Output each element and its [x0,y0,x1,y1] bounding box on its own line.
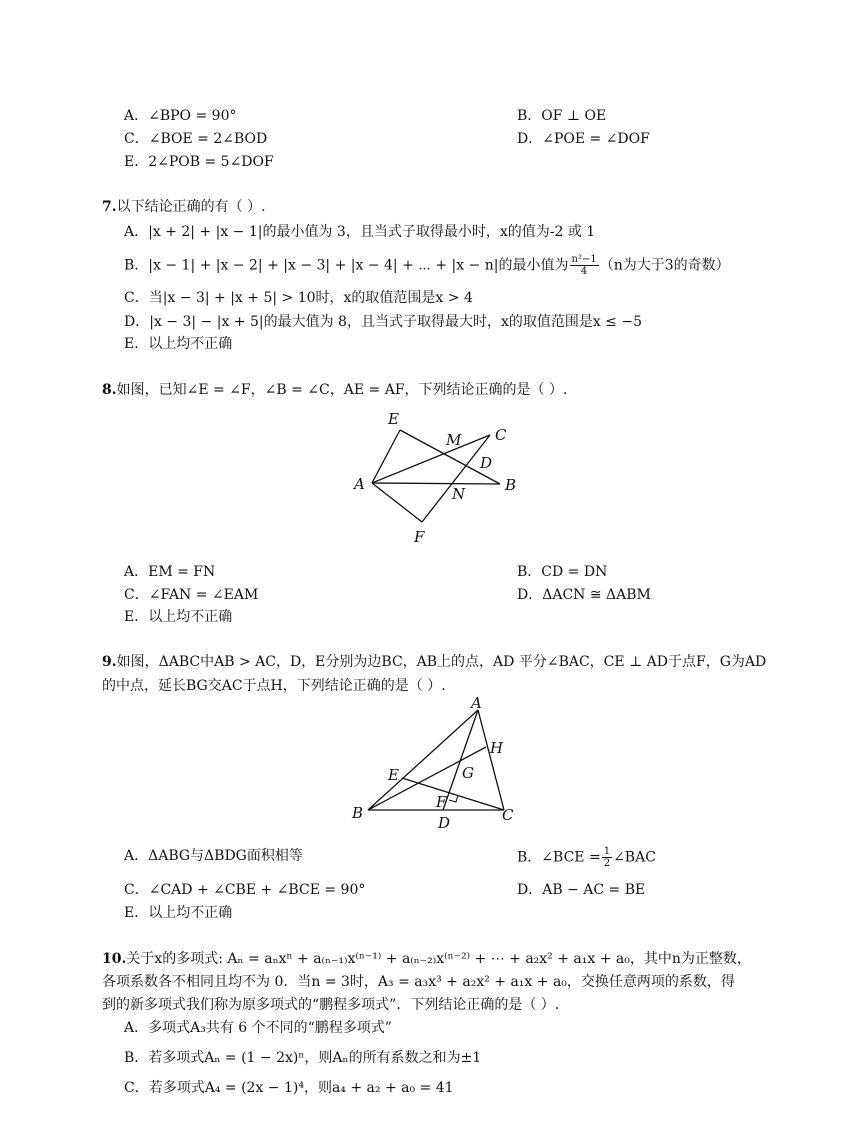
q9-label-e: E [388,766,399,784]
q9-option-b-fraction [602,846,612,869]
q9-stem-text-1: 如图，ΔABC中AB > AC，D，E分别为边BC，AB上的点，AD 平分∠BAC，CE ⊥ AD于点F，G为AD [116,654,767,670]
q8-stem [102,380,567,400]
q10-number: 10. [102,951,127,967]
q9-option-d: D．AB − AC = BE [517,882,646,898]
q10-option-a: A．多项式A₃共有 6 个不同的“鹏程多项式” [124,1020,392,1036]
q9-label-a: A [471,694,482,712]
q8-label-d: D [480,454,493,472]
q7-stem-text: 以下结论正确的有（ ）. [116,199,266,215]
q9-option-b-angle: ∠BAC [613,849,656,866]
segment-ab [372,483,500,484]
q7-option-b-note: （n为大于3的奇数） [599,257,730,274]
q8-option-b: B．CD = DN [517,564,608,580]
q8-number: 8. [102,382,117,398]
segment-ac [372,435,493,483]
fraction-denominator: 4 [580,266,588,277]
q8-option-c: C．∠FAN = ∠EAM [124,587,259,603]
q7-option-c: C．当|x − 3| + |x + 5| > 10时，x的取值范围是x > 4 [124,290,473,306]
q8-label-n: N [452,485,466,503]
q7-stem [102,197,266,217]
q8-option-a: A．EM = FN [124,564,216,580]
q6-option-e: E．2∠POB = 5∠DOF [124,154,274,170]
q8-label-c: C [495,426,507,444]
segment-ae [372,430,400,483]
q8-label-f: F [414,528,425,546]
q8-label-b: B [505,476,517,494]
q7-number: 7. [102,199,117,215]
segment-ac [478,710,504,810]
q6-option-b: B．OF ⊥ OE [517,108,607,124]
q8-label-a: A [354,475,365,493]
fraction-denominator: 2 [603,858,611,869]
q10-stem-text-1: 关于x的多项式: Aₙ = aₙxⁿ + a₍ₙ₋₁₎x⁽ⁿ⁻¹⁾ + a₍ₙ₋₂₎x⁽ⁿ⁻²⁾ + ⋯ + a₂x² + a₁x + a₀，其中n为正整数， [126,951,751,967]
q8-label-e: E [388,410,399,428]
q9-option-b [517,846,656,869]
q9-label-c: C [502,806,514,824]
q7-option-b-fraction [570,254,599,277]
q10-option-b: B．若多项式Aₙ = (1 − 2x)ⁿ，则Aₙ的所有系数之和为±1 [124,1050,482,1066]
q9-option-a: A．ΔABG与ΔBDG面积相等 [124,848,303,864]
q10-stem-line2: 各项系数各不相同且均不为 0．当n = 3时，A₃ = a₃x³ + a₂x² + a₁x + a₀，交换任意两项的系数，得 [102,974,735,990]
q9-option-b-text: B．∠BCE = [517,849,601,866]
q10-stem-line3: 到的新多项式我们称为原多项式的“鹏程多项式”．下列结论正确的是（ ）. [102,997,560,1013]
q8-stem-text: 如图，已知∠E = ∠F，∠B = ∠C，AE = AF，下列结论正确的是（ ）. [116,382,568,398]
right-angle-mark [449,795,458,802]
q8-figure [340,400,540,550]
q9-option-c: C．∠CAD + ∠CBE + ∠BCE = 90° [124,882,366,898]
q7-option-b-text: B．|x − 1| + |x − 2| + |x − 3| + |x − 4| + ⋯ + |x − n|的最小值为 [124,257,569,274]
q8-option-d: D．ΔACN ≅ ΔABM [517,587,651,603]
fraction-numerator: n²−1 [571,254,597,265]
q7-option-a: A．|x + 2| + |x − 1|的最小值为 3，且当式子取得最小时，x的值为-2 或 1 [124,224,596,240]
q9-stem-line1 [102,652,766,672]
q9-stem-line2: 的中点，延长BG交AC于点H，下列结论正确的是（ ）. [102,678,446,694]
q6-option-c: C．∠BOE = 2∠BOD [124,131,268,147]
q8-option-e: E．以上均不正确 [124,609,233,625]
segment-af [372,483,422,522]
q9-label-b: B [352,804,364,822]
fraction-numerator: 1 [603,846,611,857]
q7-option-e: E．以上均不正确 [124,336,233,352]
q10-stem-line1 [102,949,751,969]
q9-figure [340,692,530,832]
q9-option-e: E．以上均不正确 [124,905,233,921]
q9-label-d: D [438,814,451,832]
q9-number: 9. [102,654,117,670]
q9-label-h: H [490,739,504,757]
q8-label-m: M [446,431,462,449]
q9-label-g: G [462,764,474,782]
q7-option-b [124,254,730,277]
q7-option-d: D．|x − 3| − |x + 5|的最大值为 8，且当式子取得最大时，x的取值范围是x ≤ −5 [124,314,643,330]
q6-option-d: D．∠POE = ∠DOF [517,131,650,147]
q9-label-f: F [436,793,447,811]
q10-option-c: C．若多项式A₄ = (2x − 1)⁴，则a₄ + a₂ + a₀ = 41 [124,1080,454,1096]
q6-option-a: A．∠BPO = 90° [124,108,237,124]
